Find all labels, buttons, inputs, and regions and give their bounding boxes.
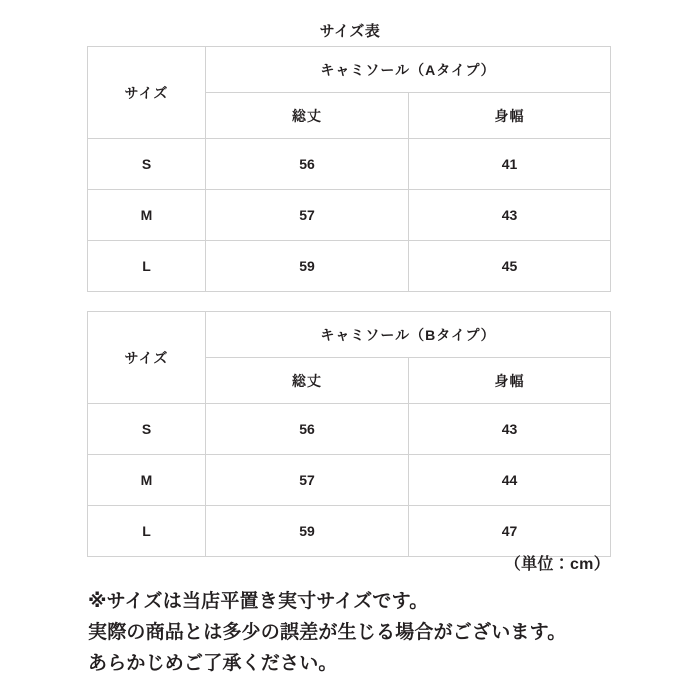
header-total-length: 総丈: [206, 358, 409, 404]
cell-width: 43: [409, 190, 611, 241]
header-body-width: 身幅: [409, 358, 611, 404]
table-row: [88, 455, 611, 506]
header-group-label: キャミソール（Aタイプ）: [206, 47, 611, 93]
cell-size: M: [88, 190, 206, 241]
cell-length: 56: [206, 139, 409, 190]
unit-note: （単位：cm）: [504, 556, 610, 573]
note-line: ※サイズは当店平置き実寸サイズです。: [88, 591, 429, 612]
table-row: [88, 190, 611, 241]
header-size-label: サイズ: [88, 47, 206, 139]
cell-size: S: [88, 139, 206, 190]
header-group-label: キャミソール（Bタイプ）: [206, 312, 611, 358]
cell-size: L: [88, 241, 206, 292]
note-line: あらかじめご了承ください。: [88, 653, 338, 674]
header-total-length: 総丈: [206, 93, 409, 139]
size-table-camisole-a: [87, 46, 611, 292]
cell-width: 45: [409, 241, 611, 292]
table-header-row: [88, 312, 611, 358]
cell-size: L: [88, 506, 206, 557]
cell-length: 59: [206, 241, 409, 292]
cell-length: 59: [206, 506, 409, 557]
disclaimer-notes: [88, 586, 658, 679]
table-row: [88, 506, 611, 557]
cell-width: 41: [409, 139, 611, 190]
size-table-camisole-b: [87, 311, 611, 557]
cell-length: 57: [206, 190, 409, 241]
table-header-row: [88, 47, 611, 93]
cell-width: 43: [409, 404, 611, 455]
cell-length: 57: [206, 455, 409, 506]
cell-size: S: [88, 404, 206, 455]
table-row: [88, 139, 611, 190]
page-title: サイズ表: [319, 23, 381, 40]
header-body-width: 身幅: [409, 93, 611, 139]
cell-size: M: [88, 455, 206, 506]
cell-width: 47: [409, 506, 611, 557]
cell-length: 56: [206, 404, 409, 455]
table-row: [88, 241, 611, 292]
note-line: 実際の商品とは多少の誤差が生じる場合がございます。: [88, 622, 567, 643]
cell-width: 44: [409, 455, 611, 506]
header-size-label: サイズ: [88, 312, 206, 404]
table-row: [88, 404, 611, 455]
